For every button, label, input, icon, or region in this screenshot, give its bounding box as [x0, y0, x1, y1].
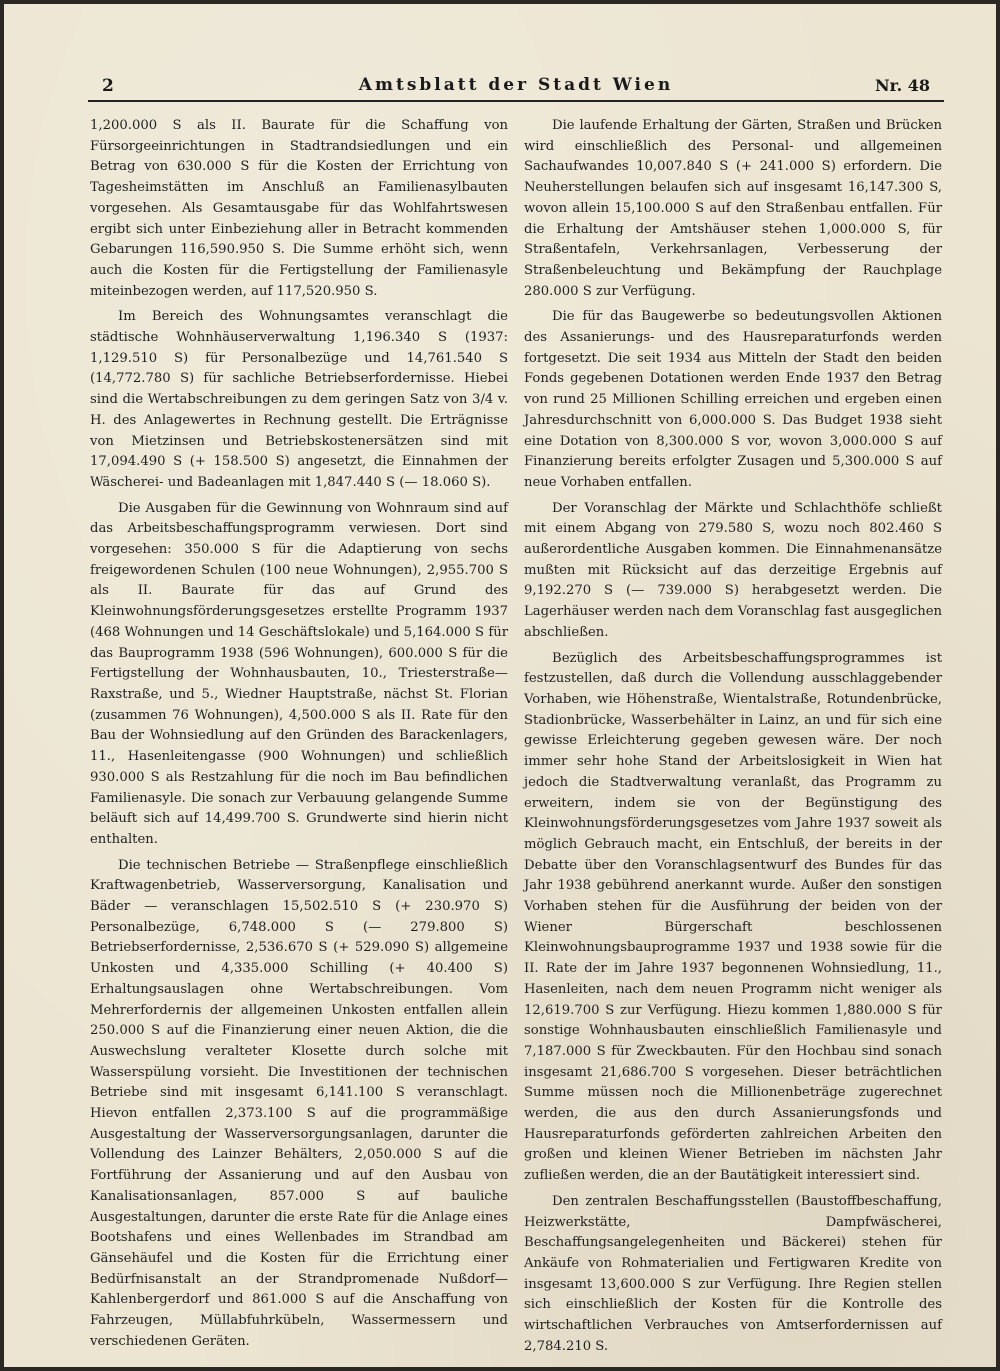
paragraph: Der Voranschlag der Märkte und Schlachthöfe schließt mit einem Abgang von 279.580 S, wozu noch 802.460 S außerordentliche Ausgaben kommen. Die Einnahmenansätze mußten mit Rücksicht auf das derzeitige Ergebnis auf 9,192.270 S (— 739.000 S) herabgesetzt werden. Die Lagerhäuser werden nach dem Voranschlag fast ausgeglichen abschließen.	[524, 500, 942, 640]
paragraph: Im Bereich des Wohnungsamtes veranschlagt die städtische Wohnhäuserverwaltung 1,196.340 S (1937: 1,129.510 S) für Personalbezüge und 14,761.540 S (14,772.780 S) für sachliche Betriebserfordernisse. Hiebei sind die Wertabschreibungen zu dem geringen Satz von 3/4 v. H. des Anlagewertes in Rechnung gestellt. Die Erträgnisse von Mietzinsen und Betriebskostenersätzen sind mit 17,094.490 S (+ 158.500 S) angesetzt, die Einnahmen der Wäscherei- und Badeanlagen mit 1,847.440 S (— 18.060 S).	[90, 309, 508, 490]
paragraph: Die für das Baugewerbe so bedeutungsvollen Aktionen des Assanierungs- und des Hausreparaturfonds werden fortgesetzt. Die seit 1934 aus Mitteln der Stadt den beiden Fonds gegebenen Dotationen werden Ende 1937 den Betrag von rund 25 Millionen Schilling erreichen und ergeben einen Jahresdurchschnitt von 6,000.000 S. Das Budget 1938 sieht eine Dotation von 8,300.000 S vor, wovon 3,000.000 S auf Finanzierung bereits erfolgter Zusagen und 5,300.000 S auf neue Vorhaben entfallen.	[524, 309, 942, 490]
publication-title: Amtsblatt der Stadt Wien	[358, 75, 674, 95]
paragraph: Die laufende Erhaltung der Gärten, Straßen und Brücken wird einschließlich des Personal- und allgemeinen Sachaufwandes 10,007.840 S (+ 241.000 S) erfordern. Die Neuherstellungen belaufen sich auf insgesamt 16,147.300 S, wovon allein 15,100.000 S auf den Straßenbau entfallen. Für die Erhaltung der Amtshäuser stehen 1,000.000 S, für Straßentafeln, Verkehrsanlagen, Verbesserung der Straßenbeleuchtung und Bekämpfung der Rauchplage 280.000 S zur Verfügung.	[524, 118, 942, 299]
left-column	[90, 116, 508, 1357]
issue-number: Nr. 48	[875, 76, 930, 95]
page-header	[88, 72, 944, 102]
newspaper-page	[4, 4, 996, 1367]
paragraph: Die technischen Betriebe — Straßenpflege einschließlich Kraftwagenbetrieb, Wasserversorgung, Kanalisation und Bäder — veranschlagen 15,502.510 S (+ 230.970 S) Personalbezüge, 6,748.000 S (— 279.800 S) Betriebserfordernisse, 2,536.670 S (+ 529.090 S) allgemeine Unkosten und 4,335.000 Schilling (+ 40.400 S) Erhaltungsauslagen ohne Wertabschreibungen. Vom Mehrerfordernis der allgemeinen Unkosten entfallen allein 250.000 S auf die Finanzierung einer neuen Aktion, die die Auswechslung veralteter Klosette durch solche mit Wasserspülung vorsieht. Die Investitionen der technischen Betriebe sind mit insgesamt 6,141.100 S veranschlagt. Hievon entfallen 2,373.100 S auf die programmäßige Ausgestaltung der Wasserversorgungsanlagen, darunter die Vollendung des Lainzer Behälters, 2,050.000 S auf die Fortführung der Assanierung und auf den Ausbau von Kanalisationsanlagen, 857.000 S auf bauliche Ausgestaltungen, darunter die erste Rate für die Anlage eines Bootshafens und eines Wellenbades im Strandbad am Gänsehäufel und die Kosten für die Errichtung einer Bedürfnisanstalt an der Strandpromenade Nußdorf—Kahlenbergerdorf und 861.000 S auf die Anschaffung von Fahrzeugen, Müllabfuhrkübeln, Wassermessern und verschiedenen Geräten.	[90, 857, 508, 1349]
paragraph: Bezüglich des Arbeitsbeschaffungsprogrammes ist festzustellen, daß durch die Vollendung ausschlaggebender Vorhaben, wie Höhenstraße, Wientalstraße, Rotundenbrücke, Stadionbrücke, Wasserbehälter in Lainz, an und für sich eine gewisse Erleichterung gegeben gewesen wäre. Der noch immer sehr hohe Stand der Arbeitslosigkeit in Wien hat jedoch die Stadtverwaltung veranlaßt, das Programm zu erweitern, indem sie von der Begünstigung des Kleinwohnungsförderungsgesetzes vom Jahre 1937 soweit als möglich Gebrauch macht, ein Entschluß, der bereits in der Debatte über den Voranschlagsentwurf des Bundes für das Jahr 1938 gebührend anerkannt wurde. Außer den sonstigen Vorhaben stehen für die Ausführung der beiden von der Wiener Bürgerschaft beschlossenen Kleinwohnungsbauprogramme 1937 und 1938 sowie für die II. Rate der im Jahre 1937 begonnenen Wohnsiedlung, 11., Hasenleiten, nach dem neuen Programm nicht weniger als 12,619.700 S zur Verfügung. Hiezu kommen 1,880.000 S für sonstige Wohnhausbauten einschließlich Familienasyle und 7,187.000 S für Zweckbauten. Für den Hochbau sind sonach insgesamt 21,686.700 S vorgesehen. Dieser beträchtlichen Summe müssen noch die Millionenbeträge zugerechnet werden, die aus den durch Assanierungsfonds und Hausreparaturfonds geförderten zahlreichen Arbeiten den großen und kleinen Wiener Betrieben im nächsten Jahr zufließen werden, die an der Bautätigkeit interessiert sind.	[524, 650, 942, 1184]
right-column	[524, 116, 942, 1362]
paragraph: Die Ausgaben für die Gewinnung von Wohnraum sind auf das Arbeitsbeschaffungsprogramm verwiesen. Dort sind vorgesehen: 350.000 S für die Adaptierung von sechs freigewordenen Schulen (100 neue Wohnungen), 2,955.700 S als II. Baurate für das auf Grund des Kleinwohnungsförderungsgesetzes erstellte Programm 1937 (468 Wohnungen und 14 Geschäftslokale) und 5,164.000 S für das Bauprogramm 1938 (596 Wohnungen), 600.000 S für die Fertigstellung der Wohnhausbauten, 10., Triesterstraße—Raxstraße, und 5., Wiedner Hauptstraße, nächst St. Florian (zusammen 76 Wohnungen), 4,500.000 S als II. Rate für den Bau der Wohnsiedlung auf den Gründen des Barackenlagers, 11., Hasenleitengasse (900 Wohnungen) und schließlich 930.000 S als Restzahlung für die noch im Bau befindlichen Familienasyle. Die sonach zur Verbauung gelangende Summe beläuft sich auf 14,499.700 S. Grundwerte sind hierin nicht enthalten.	[90, 500, 508, 847]
paragraph: Den zentralen Beschaffungsstellen (Baustoffbeschaffung, Heizwerkstätte, Dampfwäscherei, Beschaffungsangelegenheiten und Bäckerei) stehen für Ankäufe von Rohmaterialien und Fertigwaren Kredite von insgesamt 13,600.000 S zur Verfügung. Ihre Regien stellen sich einschließlich der Kosten für die Kontrolle des wirtschaftlichen Verbrauches von Amtserfordernissen auf 2,784.210 S.	[524, 1193, 942, 1354]
page-number: 2	[102, 76, 114, 96]
paragraph: 1,200.000 S als II. Baurate für die Schaffung von Fürsorgeeinrichtungen in Stadtrandsiedlungen und ein Betrag von 630.000 S für die Kosten der Errichtung von Tagesheimstätten im Anschluß an Familienasylbauten vorgesehen. Als Gesamtausgabe für das Wohlfahrtswesen ergibt sich unter Einbeziehung aller in Betracht kommenden Gebarungen 116,590.950 S. Die Summe erhöht sich, wenn auch die Kosten für die Fertigstellung der Familienasyle miteinbezogen werden, auf 117,520.950 S.	[90, 118, 508, 299]
